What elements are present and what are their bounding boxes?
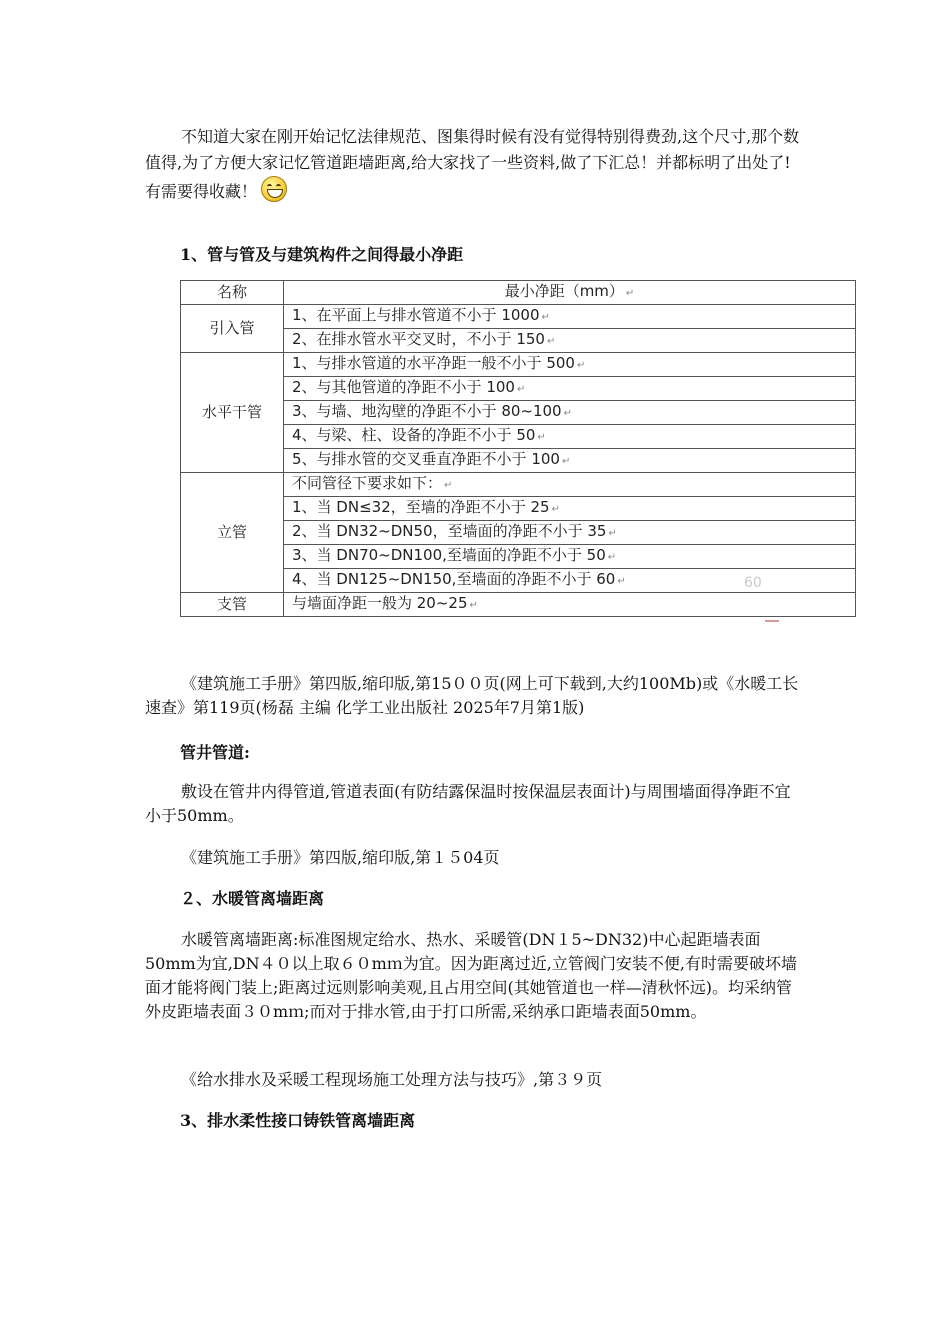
clearance-table	[180, 280, 856, 617]
table-row	[181, 353, 856, 377]
shaft-heading: 管井管道:	[180, 743, 250, 762]
row-content: 4、当 DN125~DN150,至墙面的净距不小于 60 ↵	[284, 569, 856, 593]
row-group-name: 支管	[181, 593, 284, 617]
row-content: 2、与其他管道的净距不小于 100 ↵	[284, 377, 856, 401]
clearance-table-wrapper	[180, 280, 856, 620]
row-group-name: 引入管	[181, 305, 284, 353]
section3-heading: 3、排水柔性接口铸铁管离墙距离	[180, 1111, 416, 1130]
intro-text: 不知道大家在刚开始记忆法律规范、图集得时候有没有觉得特别得费劲,这个尺寸,那个数值得,为了方便大家记忆管道距墙距离,给大家找了一些资料,做了下汇总！并都标明了出处了!有需要得收藏！	[145, 127, 800, 201]
header-name: 名称	[181, 281, 284, 305]
table-row	[181, 473, 856, 497]
section2-body: 水暖管离墙距离:标准图规定给水、热水、采暖管(DN１5~DN32)中心起距墙表面50mm为宜,DN４０以上取６０mｍ为宜。因为距离过近,立管阀门安装不便,有时需要破坏墙面才能将阀门装上;距离过远则影响美观,且占用空间(其她管道也一样—清秋怀远)。均采纳管外皮距墙表面３０mｍ;而对于排水管,由于打口所需,采纳承口距墙表面50mm。	[145, 930, 797, 1021]
row-content: 1、在平面上与排水管道不小于 1000 ↵	[284, 305, 856, 329]
row-content: 2、在排水管水平交叉时，不小于 150 ↵	[284, 329, 856, 353]
row-content: 3、与墙、地沟壁的净距不小于 80~100 ↵	[284, 401, 856, 425]
row-group-name: 水平干管	[181, 353, 284, 473]
row-content: 1、与排水管道的水平净距一般不小于 500 ↵	[284, 353, 856, 377]
shaft-body: 敷设在管井内得管道,管道表面(有防结露保温时按保温层表面计)与周围墙面得净距不宜小于50mm。	[145, 782, 791, 825]
grinning-face-icon	[261, 176, 287, 202]
row-content: 4、与梁、柱、设备的净距不小于 50 ↵	[284, 425, 856, 449]
row-content: 不同管径下要求如下： ↵	[284, 473, 856, 497]
faint-watermark-number: 60	[744, 575, 762, 591]
section1-source: 《建筑施工手册》第四版,缩印版,第15００页(网上可下载到,大约100Mb)或《水暖工长速查》第119页(杨磊 主编 化学工业出版社 2025年7月第1版)	[145, 674, 799, 717]
section1-heading: 1、管与管及与建筑构件之间得最小净距	[180, 245, 464, 264]
shaft-source: 《建筑施工手册》第四版,缩印版,第１５04页	[181, 848, 500, 867]
header-content: 最小净距（mm） ↵	[284, 281, 856, 305]
row-group-name: 立管	[181, 473, 284, 593]
row-content: 与墙面净距一般为 20~25 ↵	[284, 593, 856, 617]
row-content: 2、当 DN32~DN50，至墙面的净距不小于 35 ↵	[284, 521, 856, 545]
row-content: 3、当 DN70~DN100,至墙面的净距不小于 50 ↵	[284, 545, 856, 569]
table-header-row	[181, 281, 856, 305]
row-content: 5、与排水管的交叉垂直净距不小于 100 ↵	[284, 449, 856, 473]
section2-source: 《给水排水及采暖工程现场施工处理方法与技巧》,第３９页	[181, 1070, 603, 1089]
table-row	[181, 593, 856, 617]
table-row	[181, 305, 856, 329]
scan-artifact-line	[765, 620, 779, 622]
intro-paragraph	[145, 124, 805, 205]
section2-heading: ２、水暖管离墙距离	[180, 889, 325, 908]
row-content: 1、当 DN≤32，至墙的净距不小于 25 ↵	[284, 497, 856, 521]
